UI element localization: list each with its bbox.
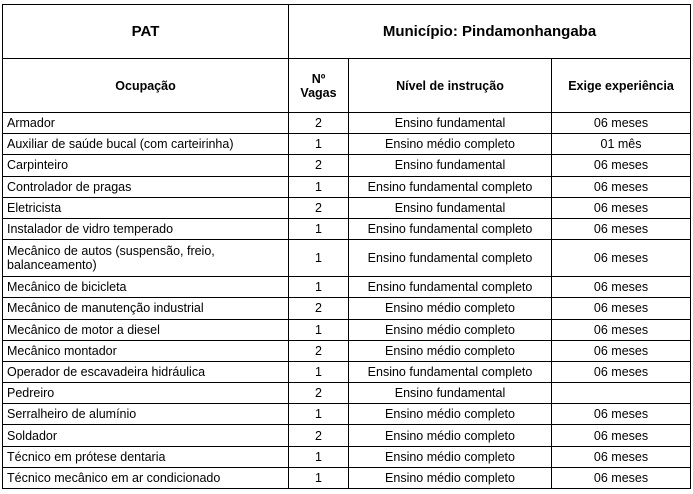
cell-experiencia: 06 meses <box>552 113 691 134</box>
cell-ocupacao: Mecânico de motor a diesel <box>3 319 289 340</box>
cell-nivel: Ensino médio completo <box>349 425 552 446</box>
cell-vagas: 2 <box>289 383 349 404</box>
table-row <box>3 425 691 446</box>
cell-ocupacao: Mecânico montador <box>3 340 289 361</box>
cell-nivel: Ensino médio completo <box>349 467 552 488</box>
col-header-vagas-line2: Vagas <box>300 85 337 100</box>
cell-nivel: Ensino fundamental <box>349 155 552 176</box>
cell-experiencia: 06 meses <box>552 467 691 488</box>
cell-ocupacao: Instalador de vidro temperado <box>3 218 289 239</box>
cell-experiencia: 06 meses <box>552 340 691 361</box>
cell-ocupacao: Técnico em prótese dentaria <box>3 446 289 467</box>
table-row <box>3 134 691 155</box>
cell-vagas: 1 <box>289 404 349 425</box>
cell-ocupacao: Auxiliar de saúde bucal (com carteirinha) <box>3 134 289 155</box>
cell-vagas: 1 <box>289 467 349 488</box>
cell-nivel: Ensino médio completo <box>349 134 552 155</box>
cell-vagas: 1 <box>289 176 349 197</box>
cell-ocupacao: Técnico mecânico em ar condicionado <box>3 467 289 488</box>
cell-vagas: 2 <box>289 197 349 218</box>
municipality-title: Município: Pindamonhangaba <box>289 5 691 59</box>
cell-ocupacao: Pedreiro <box>3 383 289 404</box>
col-header-vagas <box>289 59 349 113</box>
table-row <box>3 277 691 298</box>
cell-experiencia: 06 meses <box>552 240 691 277</box>
table-row <box>3 383 691 404</box>
cell-nivel: Ensino fundamental <box>349 113 552 134</box>
table-row <box>3 319 691 340</box>
cell-ocupacao: Mecânico de autos (suspensão, freio, balanceamento) <box>3 240 289 277</box>
cell-vagas: 1 <box>289 319 349 340</box>
cell-experiencia: 06 meses <box>552 277 691 298</box>
cell-vagas: 1 <box>289 240 349 277</box>
table-row <box>3 340 691 361</box>
table-row <box>3 446 691 467</box>
cell-experiencia <box>552 383 691 404</box>
table-row <box>3 404 691 425</box>
cell-nivel: Ensino fundamental completo <box>349 361 552 382</box>
cell-ocupacao: Operador de escavadeira hidráulica <box>3 361 289 382</box>
table-row <box>3 176 691 197</box>
cell-nivel: Ensino fundamental <box>349 383 552 404</box>
table-row <box>3 467 691 488</box>
cell-vagas: 1 <box>289 134 349 155</box>
cell-nivel: Ensino fundamental completo <box>349 218 552 239</box>
cell-experiencia: 06 meses <box>552 319 691 340</box>
cell-nivel: Ensino fundamental <box>349 197 552 218</box>
cell-ocupacao: Controlador de pragas <box>3 176 289 197</box>
cell-ocupacao: Mecânico de bicicleta <box>3 277 289 298</box>
cell-ocupacao: Carpinteiro <box>3 155 289 176</box>
cell-nivel: Ensino fundamental completo <box>349 240 552 277</box>
cell-nivel: Ensino médio completo <box>349 446 552 467</box>
cell-vagas: 1 <box>289 361 349 382</box>
cell-experiencia: 06 meses <box>552 197 691 218</box>
cell-nivel: Ensino fundamental completo <box>349 277 552 298</box>
cell-experiencia: 06 meses <box>552 404 691 425</box>
table-body <box>3 113 691 489</box>
job-vacancies-table <box>2 4 691 489</box>
cell-vagas: 2 <box>289 113 349 134</box>
table-row <box>3 197 691 218</box>
cell-vagas: 2 <box>289 155 349 176</box>
table-row <box>3 361 691 382</box>
cell-ocupacao: Eletricista <box>3 197 289 218</box>
cell-experiencia: 06 meses <box>552 298 691 319</box>
cell-experiencia: 06 meses <box>552 446 691 467</box>
cell-nivel: Ensino médio completo <box>349 298 552 319</box>
cell-ocupacao: Armador <box>3 113 289 134</box>
cell-nivel: Ensino médio completo <box>349 319 552 340</box>
cell-nivel: Ensino médio completo <box>349 340 552 361</box>
cell-experiencia: 01 mês <box>552 134 691 155</box>
cell-vagas: 2 <box>289 298 349 319</box>
cell-nivel: Ensino médio completo <box>349 404 552 425</box>
cell-ocupacao: Soldador <box>3 425 289 446</box>
cell-vagas: 1 <box>289 218 349 239</box>
cell-experiencia: 06 meses <box>552 176 691 197</box>
col-header-experiencia: Exige experiência <box>552 59 691 113</box>
cell-experiencia: 06 meses <box>552 425 691 446</box>
cell-nivel: Ensino fundamental completo <box>349 176 552 197</box>
table-row <box>3 298 691 319</box>
cell-vagas: 2 <box>289 425 349 446</box>
table-row <box>3 240 691 277</box>
cell-experiencia: 06 meses <box>552 218 691 239</box>
cell-ocupacao: Serralheiro de alumínio <box>3 404 289 425</box>
table-row <box>3 218 691 239</box>
cell-vagas: 1 <box>289 446 349 467</box>
cell-experiencia: 06 meses <box>552 361 691 382</box>
cell-experiencia: 06 meses <box>552 155 691 176</box>
cell-vagas: 1 <box>289 277 349 298</box>
table-row <box>3 155 691 176</box>
column-header-row <box>3 59 691 113</box>
col-header-ocupacao: Ocupação <box>3 59 289 113</box>
pat-title: PAT <box>3 5 289 59</box>
col-header-nivel: Nível de instrução <box>349 59 552 113</box>
cell-ocupacao: Mecânico de manutenção industrial <box>3 298 289 319</box>
col-header-vagas-line1: Nº <box>311 71 326 86</box>
table-row <box>3 113 691 134</box>
cell-vagas: 2 <box>289 340 349 361</box>
title-row <box>3 5 691 59</box>
